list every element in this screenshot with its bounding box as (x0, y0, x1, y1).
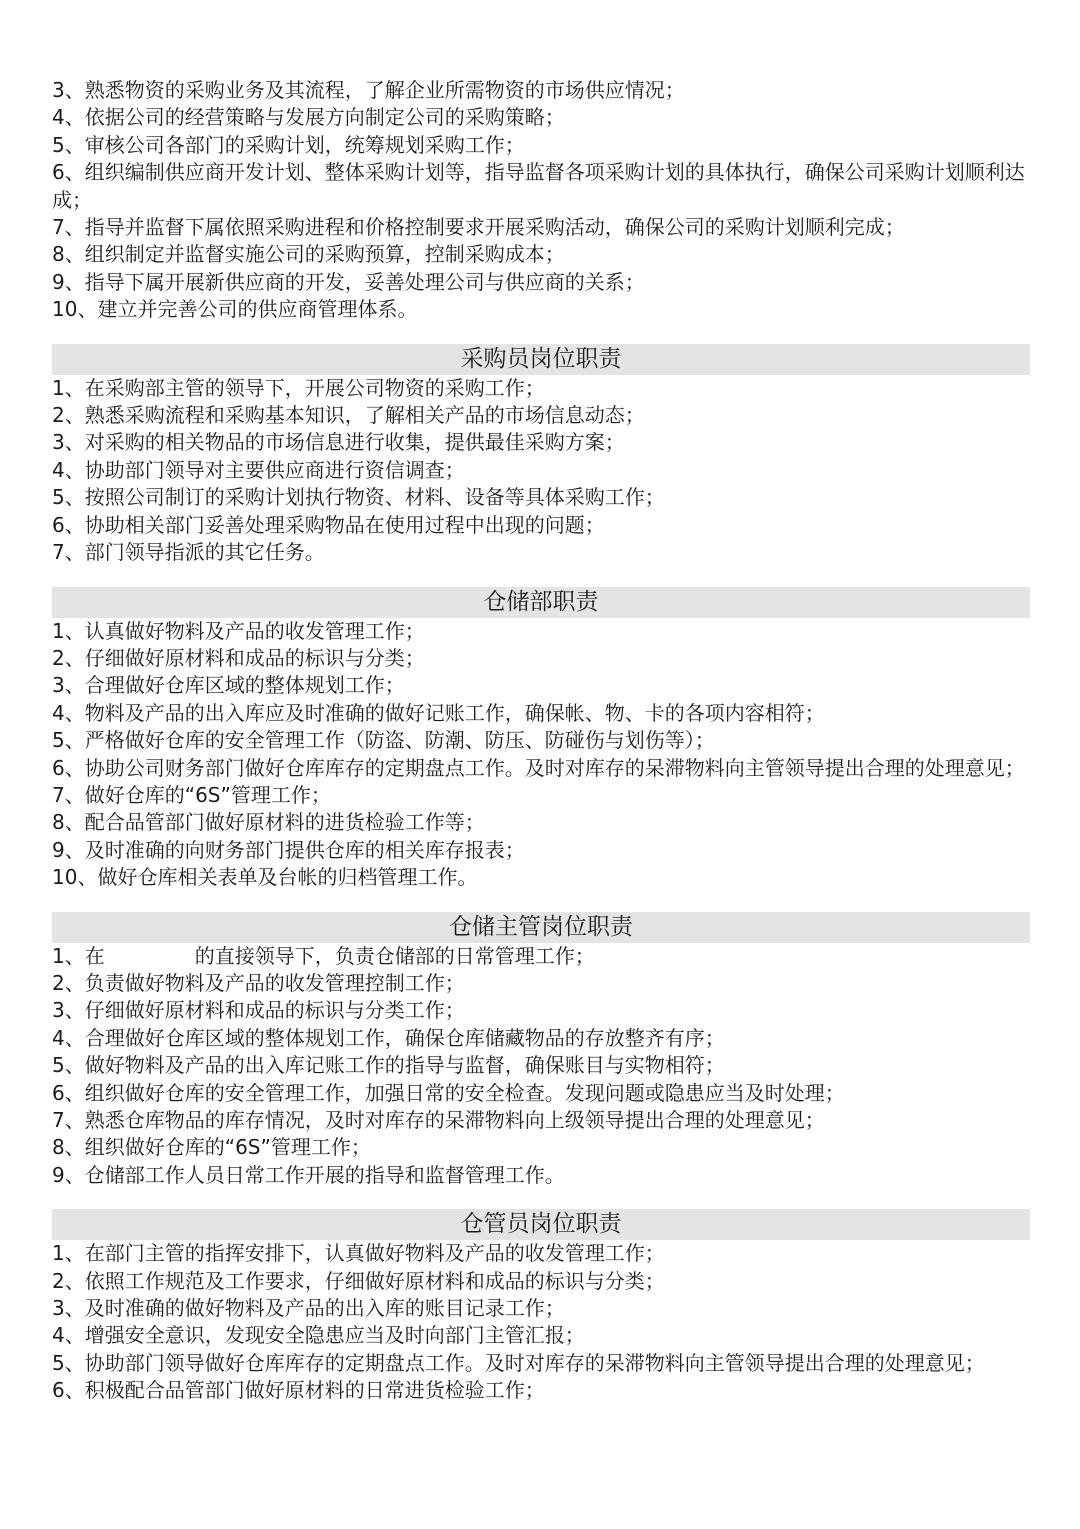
list-item: 6、组织做好仓库的安全管理工作，加强日常的安全检查。发现问题或隐患应当及时处理； (52, 1080, 845, 1105)
list-item (52, 943, 1030, 970)
list-item: 8、组织做好仓库的“6S”管理工作； (52, 1135, 371, 1160)
list-item: 3、对采购的相关物品的市场信息进行收集，提供最佳采购方案； (52, 430, 625, 455)
list-item: 6、协助公司财务部门做好仓库库存的定期盘点工作。及时对库存的呆滞物料向主管领导提出合理的处理意见； (52, 755, 1025, 780)
list-item: 5、严格做好仓库的安全管理工作（防盗、防潮、防压、防碰伤与划伤等）； (52, 728, 715, 753)
section-warehouse-dept (52, 587, 1030, 892)
section-purchaser (52, 344, 1030, 567)
intro-list (52, 77, 1030, 324)
list-item: 4、协助部门领导对主要供应商进行资信调查； (52, 457, 465, 482)
list-item: 5、按照公司制订的采购计划执行物资、材料、设备等具体采购工作； (52, 485, 665, 510)
list-item: 2、熟悉采购流程和采购基本知识，了解相关产品的市场信息动态； (52, 403, 645, 428)
list-item: 10、做好仓库相关表单及台帐的归档管理工作。 (52, 865, 478, 890)
list-item-suffix: 的直接领导下，负责仓储部的日常管理工作； (194, 943, 595, 968)
list-item: 7、部门领导指派的其它任务。 (52, 540, 325, 565)
section-title: 仓管员岗位职责 (52, 1209, 1030, 1240)
list-item: 6、协助相关部门妥善处理采购物品在使用过程中出现的问题； (52, 512, 605, 537)
list-item: 6、积极配合品管部门做好原材料的日常进货检验工作； (52, 1378, 545, 1403)
list-item: 9、仓储部工作人员日常工作开展的指导和监督管理工作。 (52, 1162, 565, 1187)
list-item: 4、依据公司的经营策略与发展方向制定公司的采购策略； (52, 105, 565, 130)
section-warehouse-keeper (52, 1209, 1030, 1404)
list-item: 3、仔细做好原材料和成品的标识与分类工作； (52, 998, 465, 1023)
list-item: 5、做好物料及产品的出入库记账工作的指导与监督，确保账目与实物相符； (52, 1053, 725, 1078)
list-item: 2、负责做好物料及产品的收发管理控制工作； (52, 970, 465, 995)
list-item: 6、组织编制供应商开发计划、整体采购计划等，指导监督各项采购计划的具体执行，确保公司采购计划顺利达成； (52, 160, 1025, 212)
list-item: 7、熟悉仓库物品的库存情况，及时对库存的呆滞物料向上级领导提出合理的处理意见； (52, 1108, 825, 1132)
list-item: 8、组织制定并监督实施公司的采购预算，控制采购成本； (52, 242, 565, 267)
list-item: 8、配合品管部门做好原材料的进货检验工作等； (52, 810, 485, 835)
list-item: 1、在部门主管的指挥安排下，认真做好物料及产品的收发管理工作； (52, 1241, 665, 1266)
list-item: 1、认真做好物料及产品的收发管理工作； (52, 618, 425, 643)
list-item: 1、在采购部主管的领导下，开展公司物资的采购工作； (52, 375, 545, 400)
list-item: 9、及时准确的向财务部门提供仓库的相关库存报表； (52, 837, 525, 862)
list-item: 9、指导下属开展新供应商的开发，妥善处理公司与供应商的关系； (52, 269, 645, 294)
list-item: 3、合理做好仓库区域的整体规划工作； (52, 673, 405, 698)
list-item: 7、指导并监督下属依照采购进程和价格控制要求开展采购活动，确保公司的采购计划顺利完成； (52, 215, 905, 240)
section-title: 采购员岗位职责 (52, 344, 1030, 375)
list-item: 4、增强安全意识，发现安全隐患应当及时向部门主管汇报； (52, 1323, 585, 1348)
document-page (52, 77, 1030, 1405)
list-item: 3、熟悉物资的采购业务及其流程，了解企业所需物资的市场供应情况； (52, 78, 685, 102)
list-item: 2、仔细做好原材料和成品的标识与分类； (52, 645, 425, 670)
list-item-prefix: 1、在 (52, 943, 105, 968)
list-item: 2、依照工作规范及工作要求，仔细做好原材料和成品的标识与分类； (52, 1268, 665, 1293)
list-item: 3、及时准确的做好物料及产品的出入库的账目记录工作； (52, 1296, 565, 1321)
list-item: 4、物料及产品的出入库应及时准确的做好记账工作，确保帐、物、卡的各项内容相符； (52, 700, 825, 725)
list-item: 7、做好仓库的“6S”管理工作； (52, 782, 331, 807)
list-item: 10、建立并完善公司的供应商管理体系。 (52, 297, 418, 322)
list-item: 5、审核公司各部门的采购计划，统筹规划采购工作； (52, 132, 525, 157)
section-title: 仓储主管岗位职责 (52, 912, 1030, 943)
section-title: 仓储部职责 (52, 587, 1030, 618)
section-warehouse-supervisor (52, 912, 1030, 1190)
list-item: 5、协助部门领导做好仓库库存的定期盘点工作。及时对库存的呆滞物料向主管领导提出合理的处理意见； (52, 1350, 985, 1375)
list-item: 4、合理做好仓库区域的整体规划工作，确保仓库储藏物品的存放整齐有序； (52, 1025, 725, 1050)
